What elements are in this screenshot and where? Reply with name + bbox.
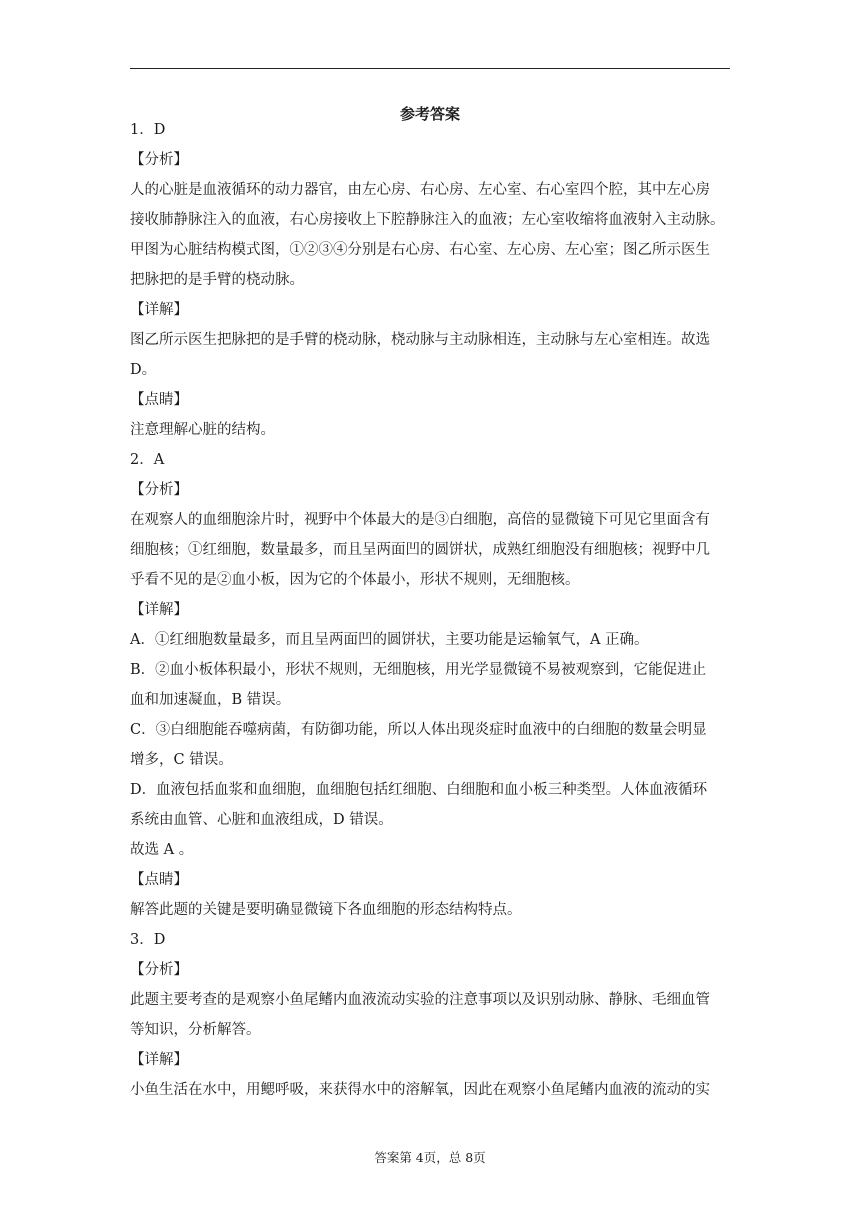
text-line: 细胞核；①红细胞，数量最多，而且呈两面凹的圆饼状，成熟红细胞没有细胞核；视野中几: [130, 542, 710, 558]
text-line: 【分析】: [130, 482, 188, 498]
text-line: 等知识，分析解答。: [130, 1022, 261, 1038]
text-line: 【点睛】: [130, 872, 188, 888]
text-line: 故选 A 。: [130, 842, 194, 858]
text-line: 【分析】: [130, 152, 188, 168]
text-line: D．血液包括血浆和血细胞，血细胞包括红细胞、白细胞和血小板三种类型。人体血液循环: [130, 782, 708, 798]
text-line: 解答此题的关键是要明确显微镜下各血细胞的形态结构特点。: [130, 902, 522, 918]
page-footer: 答案第 4页，总 8页: [374, 1150, 486, 1165]
text-line: 注意理解心脏的结构。: [130, 422, 275, 438]
text-line: 血和加速凝血，B 错误。: [130, 692, 291, 708]
text-line: 图乙所示医生把脉把的是手臂的桡动脉，桡动脉与主动脉相连，主动脉与左心室相连。故选: [130, 332, 710, 348]
text-line: 此题主要考查的是观察小鱼尾鳍内血液流动实验的注意事项以及识别动脉、静脉、毛细血管: [130, 992, 710, 1008]
text-line: 接收肺静脉注入的血液，右心房接收上下腔静脉注入的血液；左心室收缩将血液射入主动脉。: [130, 212, 725, 228]
text-line: C．③白细胞能吞噬病菌，有防御功能，所以人体出现炎症时血液中的白细胞的数量会明显: [130, 722, 707, 738]
text-line: 【详解】: [130, 302, 188, 318]
page-title: 参考答案: [399, 105, 460, 123]
text-line: 3．D: [130, 932, 166, 948]
text-line: D。: [130, 362, 157, 378]
text-line: 增多，C 错误。: [130, 752, 233, 768]
text-line: 【详解】: [130, 1052, 188, 1068]
text-line: 在观察人的血细胞涂片时，视野中个体最大的是③白细胞，高倍的显微镜下可见它里面含有: [130, 512, 710, 528]
text-line: 把脉把的是手臂的桡动脉。: [130, 272, 304, 288]
text-line: 小鱼生活在水中，用鳃呼吸，来获得水中的溶解氧，因此在观察小鱼尾鳍内血液的流动的实: [130, 1082, 710, 1098]
text-line: A．①红细胞数量最多，而且呈两面凹的圆饼状，主要功能是运输氧气，A 正确。: [130, 632, 649, 648]
text-line: 乎看不见的是②血小板，因为它的个体最小，形状不规则，无细胞核。: [130, 572, 580, 588]
text-line: 【点睛】: [130, 392, 188, 408]
text-line: 系统由血管、心脏和血液组成，D 错误。: [130, 812, 393, 828]
text-line: B．②血小板体积最小，形状不规则，无细胞核，用光学显微镜不易被观察到，它能促进止: [130, 662, 707, 678]
text-line: 【分析】: [130, 962, 188, 978]
text-line: 1．D: [130, 122, 166, 138]
text-line: 【详解】: [130, 602, 188, 618]
text-line: 2．A: [130, 452, 165, 468]
header-rule: [130, 68, 730, 69]
text-line: 人的心脏是血液循环的动力器官，由左心房、右心房、左心室、右心室四个腔，其中左心房: [130, 182, 710, 198]
text-line: 甲图为心脏结构模式图，①②③④分别是右心房、右心室、左心房、左心室；图乙所示医生: [130, 242, 710, 258]
